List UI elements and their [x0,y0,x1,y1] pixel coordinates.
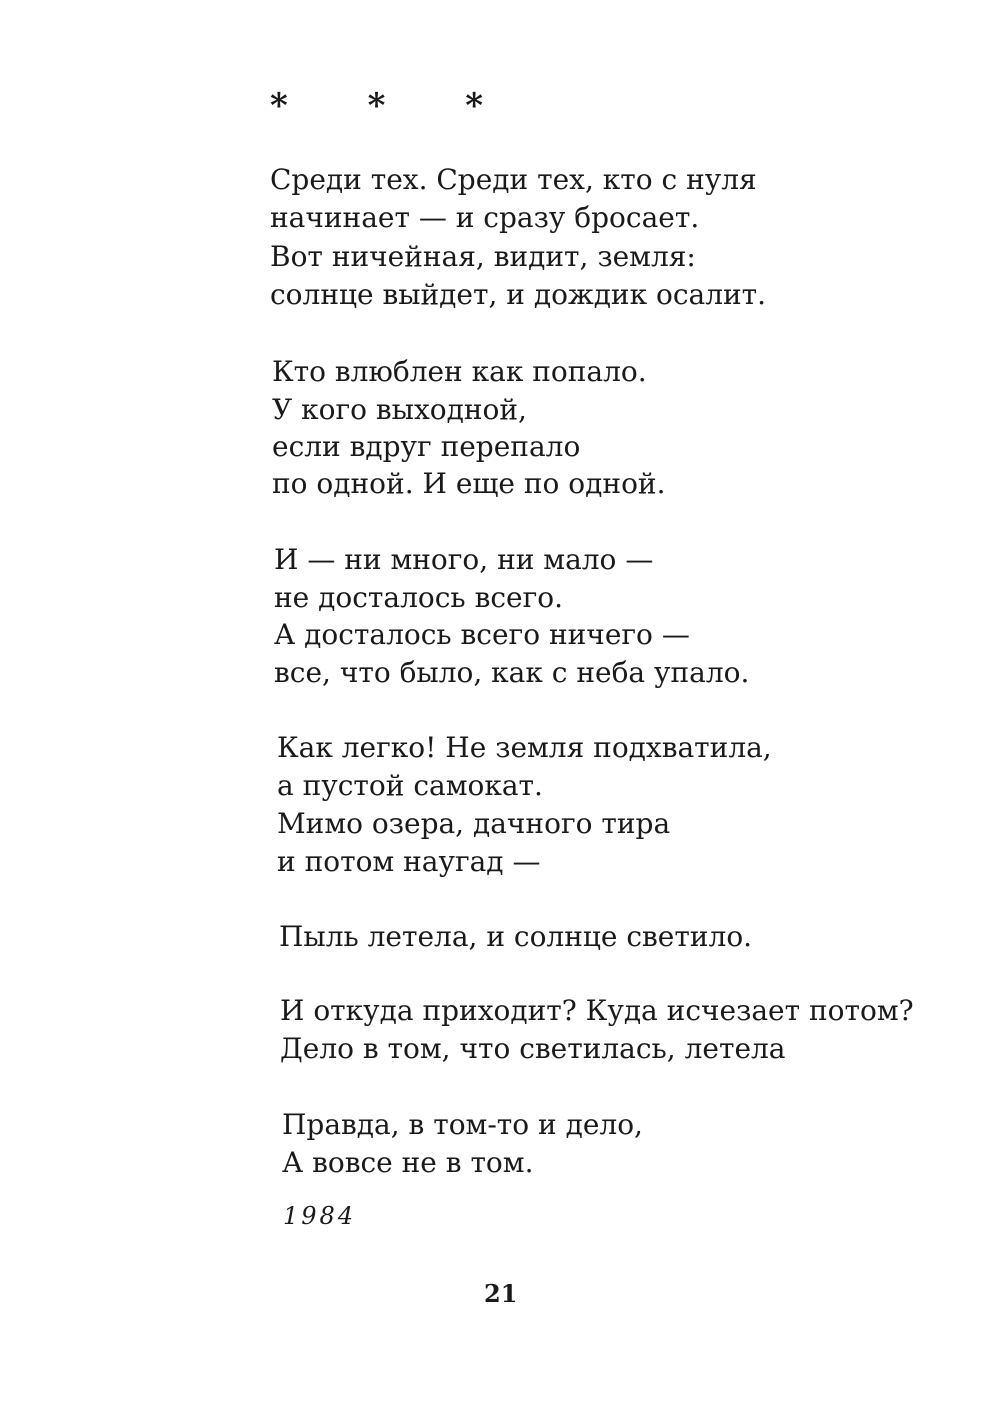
poem-line: У кого выходной, [272,393,527,426]
poem-line: И — ни много, ни мало — [274,543,654,576]
poem-line: А досталось всего ничего — [274,618,690,651]
poem-line: а пустой самокат. [277,769,543,802]
poem-line: А вовсе не в том. [282,1146,534,1179]
poem-line: Вот ничейная, видит, земля: [270,240,696,273]
section-ornament: * * * [270,86,518,126]
poem-line: и потом наугад — [277,845,541,878]
poem-line: по одной. И еще по одной. [272,467,666,500]
page-number: 21 [484,1279,518,1308]
poem-line: Среди тех. Среди тех, кто с нуля [270,163,757,196]
poem-line: Мимо озера, дачного тира [277,807,671,840]
poem-line: Дело в том, что светилась, летела [280,1032,786,1065]
poem-date: 1984 [283,1202,357,1230]
poem-line: Кто влюблен как попало. [272,355,647,388]
poem-line: солнце выйдет, и дождик осалит. [270,278,767,311]
poem-line: Как легко! Не земля подхватила, [277,731,772,764]
poem-line: И откуда приходит? Куда исчезает потом? [280,994,914,1027]
poem-line: Пыль летела, и солнце светило. [279,920,753,953]
poem-line: все, что было, как с неба упало. [274,656,750,689]
poem-line: Правда, в том-то и дело, [282,1108,643,1141]
poem-line: начинает — и сразу бросает. [270,201,700,234]
poem-line: если вдруг перепало [272,430,581,463]
poem-line: не досталось всего. [274,581,564,614]
